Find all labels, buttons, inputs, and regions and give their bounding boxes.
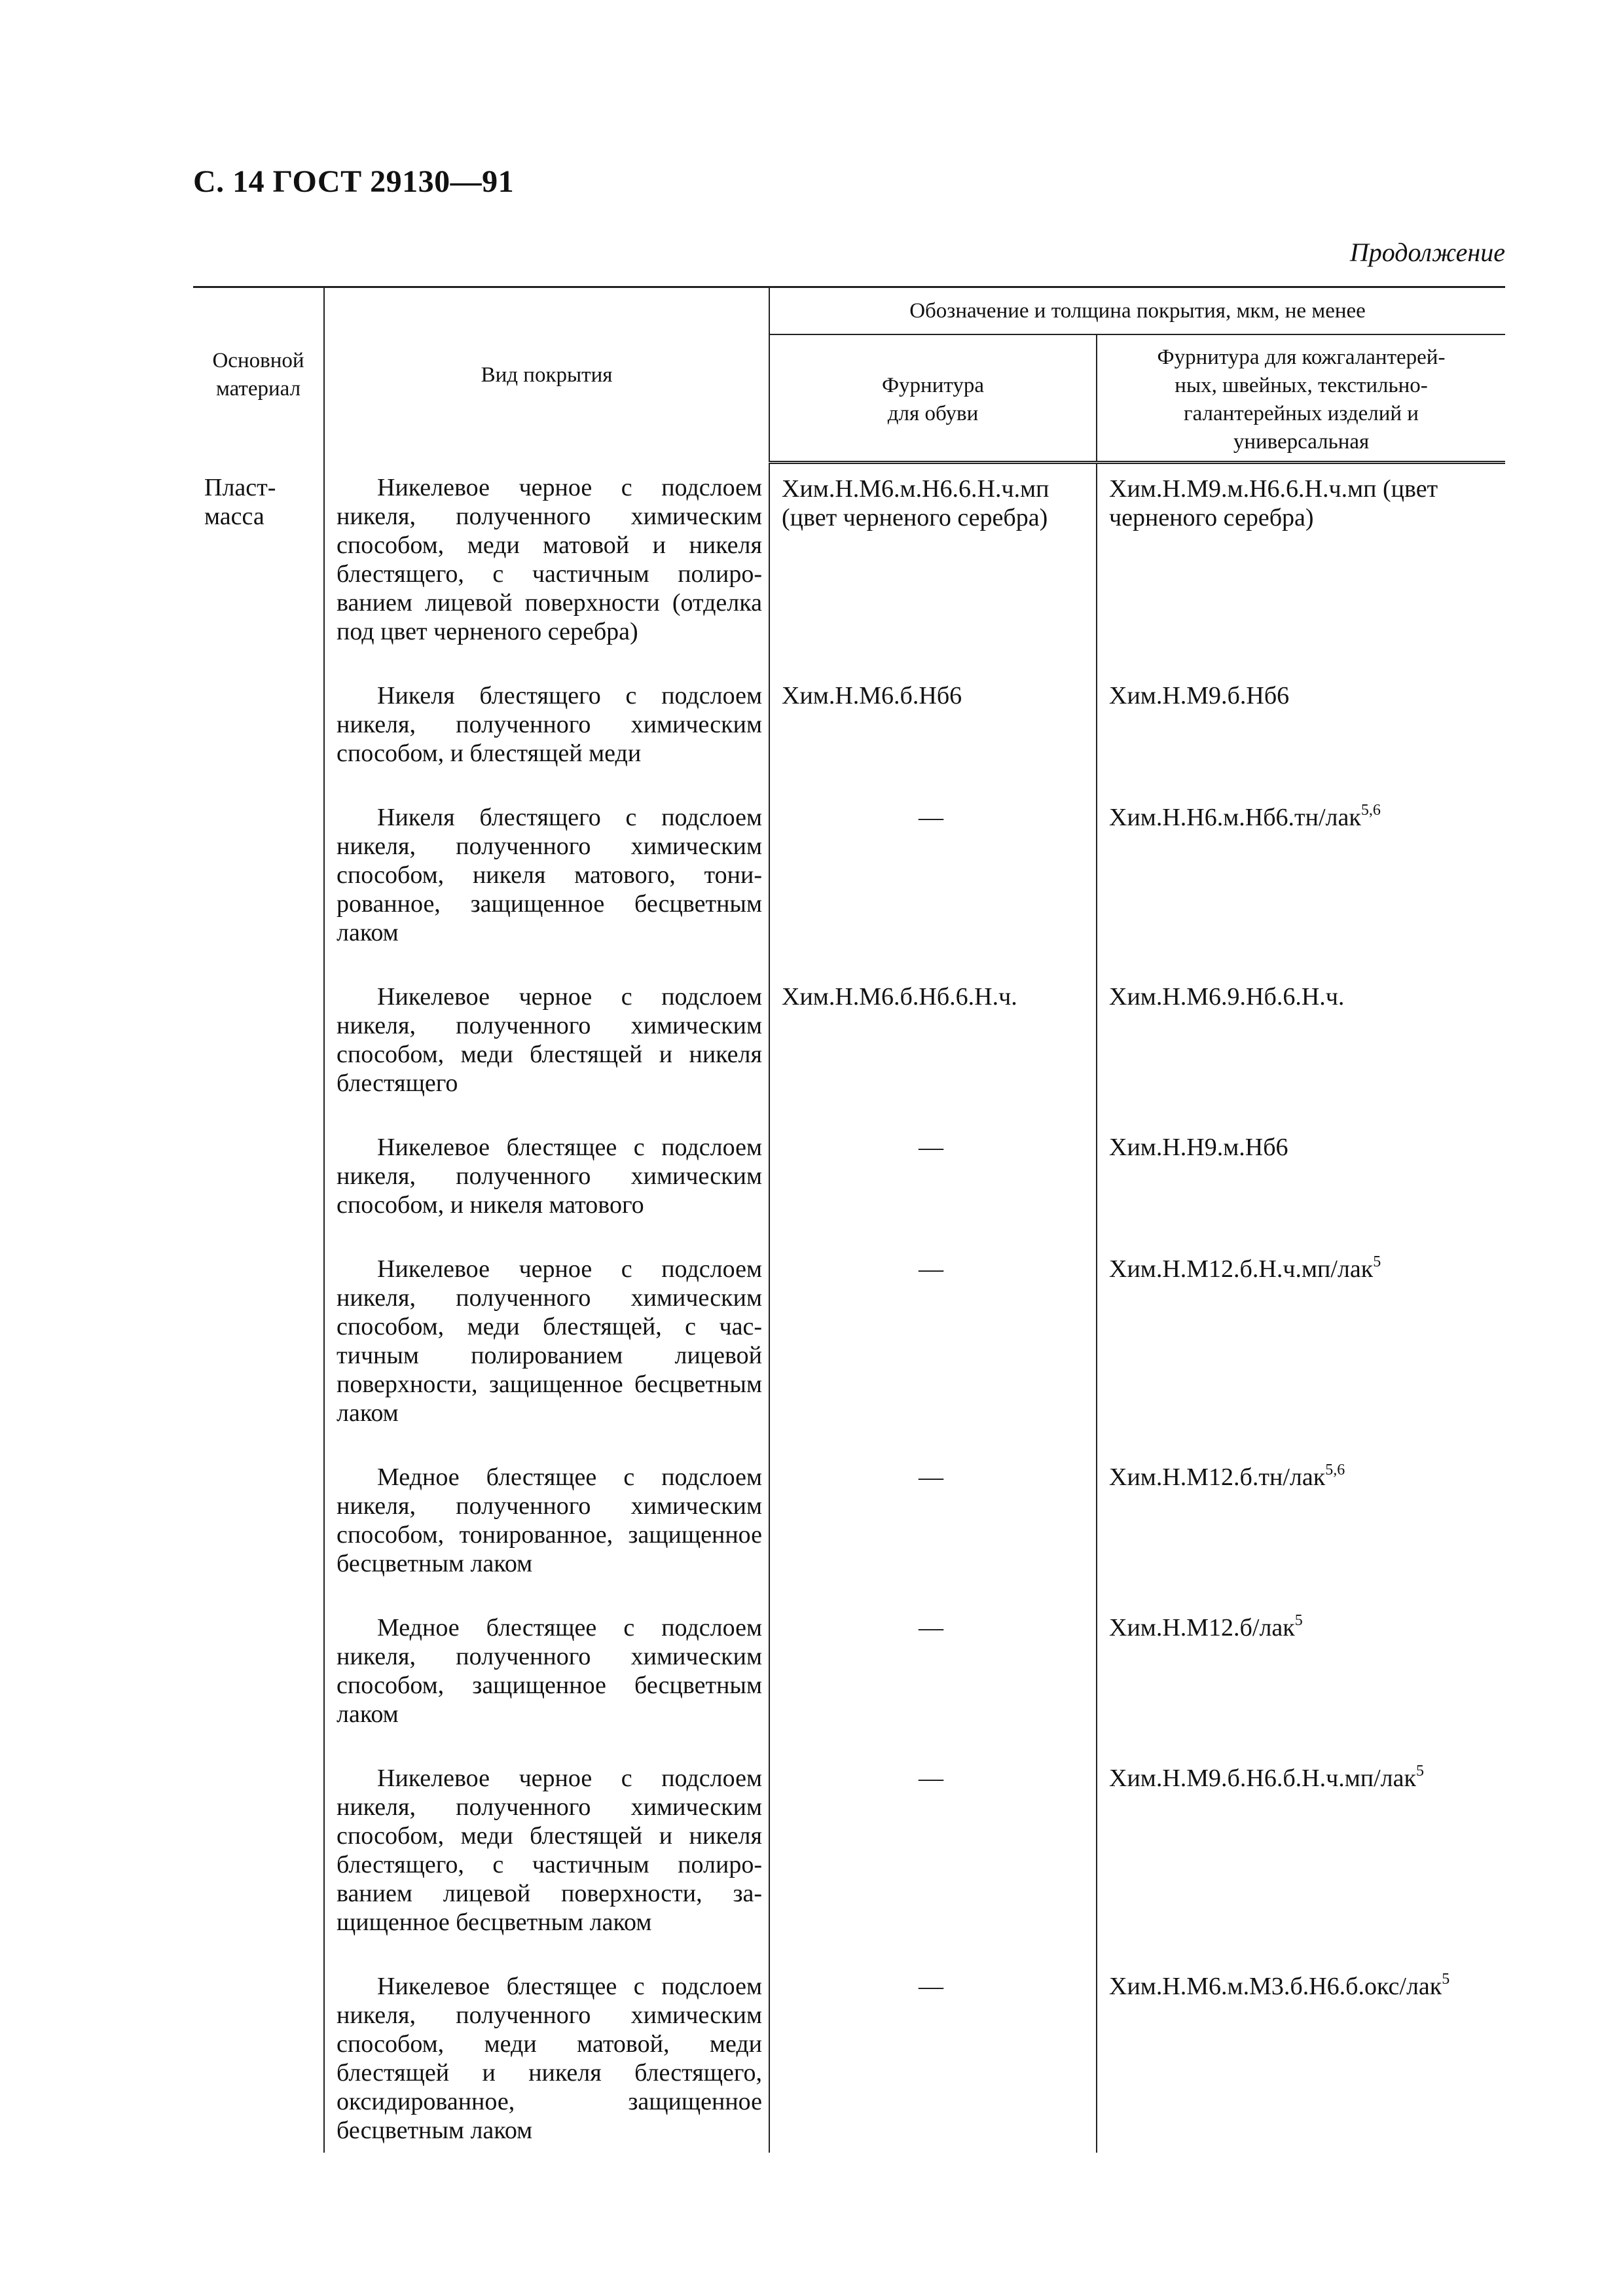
shoe-designation: — [769,1454,1097,1604]
header-universal-fittings-line: универсальная [1233,430,1370,454]
table-row [193,1454,1505,1604]
shoe-designation: — [769,1963,1097,2153]
universal-designation-text: Хим.Н.М6.9.Нб.6.Н.ч. [1109,982,1345,1011]
coating-description: Никелевое черное с подслоем никеля, полученного химическим способом, меди блестящей, с частичным полированием лицевой поверхности, защищенное бесцветным лаком [324,1246,769,1454]
coatings-table [193,286,1505,2153]
universal-designation [1097,973,1505,1124]
footnote-ref: 5 [1442,1970,1450,1988]
page-header: С. 14 ГОСТ 29130—91 [193,164,515,199]
coating-description: Никелевое блестящее с подслоем никеля, полученного химическим способом, и никеля матового [324,1124,769,1246]
footnote-ref: 5 [1294,1611,1303,1629]
table-row [193,973,1505,1124]
header-shoe-fittings-line: для обуви [887,402,979,425]
coating-description: Никелевое черное с подслоем никеля, полученного химическим способом, меди блестящей и никеля блестящего, с частичным полированием лицевой поверхности, защищенное бесцветным лаком [324,1755,769,1963]
table-row [193,1246,1505,1454]
universal-designation [1097,1963,1505,2153]
header-universal-fittings-line: Фурнитура для кожгалантерей- [1157,346,1446,369]
coating-description: Никеля блестящего с подслоем никеля, полученного химическим способом, и блестящей меди [324,672,769,794]
footnote-ref: 5,6 [1360,801,1381,819]
universal-designation-text: Хим.Н.М6.м.М3.б.Н6.б.окс/лак [1109,1972,1442,2000]
table-header [193,287,1505,463]
universal-designation-text: Хим.Н.М12.б/лак [1109,1613,1295,1641]
universal-designation [1097,672,1505,794]
shoe-designation: Хим.Н.М6.б.Нб6 [769,672,1097,794]
universal-designation-text: Хим.Н.Н9.м.Нб6 [1109,1133,1288,1161]
universal-designation [1097,1604,1505,1755]
header-coating-type: Вид покрытия [324,287,769,463]
table-row [193,794,1505,973]
universal-designation-text: Хим.Н.М9.б.Нб6 [1109,681,1290,709]
table-row [193,1124,1505,1246]
continuation-label: Продолжение [1349,238,1505,267]
universal-designation-text: Хим.Н.М9.м.Н6.6.Н.ч.мп (цвет черненого серебра) [1109,475,1438,531]
table-body [193,463,1505,2153]
shoe-designation: — [769,1124,1097,1246]
base-material-line: Пласт- [204,473,276,501]
table-row [193,1963,1505,2153]
universal-designation [1097,1246,1505,1454]
coating-description: Никелевое черное с подслоем никеля, полученного химическим способом, меди матовой и никеля блестящего, с частичным полированием лицевой поверхности (отделка под цвет черненого серебра) [324,463,769,672]
universal-designation-text: Хим.Н.М12.б.тн/лак [1109,1463,1326,1491]
table-row [193,1755,1505,1963]
universal-designation [1097,463,1505,672]
coating-description: Никелевое блестящее с подслоем никеля, полученного химическим способом, меди матовой, меди блестящей и никеля блестящего, оксидированное, защищенное бесцветным лаком [324,1963,769,2153]
header-universal-fittings-line: ных, швейных, текстильно- [1175,374,1428,397]
header-base-material [193,287,324,463]
coating-description: Никелевое черное с подслоем никеля, полученного химическим способом, меди блестящей и никеля блестящего [324,973,769,1124]
shoe-designation: — [769,1604,1097,1755]
footnote-ref: 5 [1415,1762,1424,1780]
universal-designation [1097,1124,1505,1246]
universal-designation [1097,794,1505,973]
table-row [193,463,1505,672]
shoe-designation: — [769,1246,1097,1454]
header-base-material-line: Основной [212,349,304,373]
shoe-designation: — [769,794,1097,973]
header-shoe-fittings [769,334,1097,463]
header-shoe-fittings-line: Фурнитура [881,374,985,397]
coating-description: Никеля блестящего с подслоем никеля, полученного химическим способом, никеля матового, тонированное, защищенное бесцветным лаком [324,794,769,973]
header-universal-fittings [1097,334,1505,463]
footnote-ref: 5 [1373,1253,1381,1270]
header-universal-fittings-line: галантерейных изделий и [1184,402,1419,425]
shoe-designation: Хим.Н.М6.м.Н6.6.Н.ч.мп (цвет черненого серебра) [769,463,1097,672]
universal-designation-text: Хим.Н.Н6.м.Нб6.тн/лак [1109,803,1361,831]
header-base-material-line: материал [215,377,301,401]
coating-description: Медное блестящее с подслоем никеля, полученного химическим способом, защищенное бесцветным лаком [324,1604,769,1755]
base-material-line: масса [204,502,264,530]
table-row [193,1604,1505,1755]
shoe-designation: Хим.Н.М6.б.Нб.6.Н.ч. [769,973,1097,1124]
footnote-ref: 5,6 [1325,1461,1345,1479]
shoe-designation: — [769,1755,1097,1963]
table-row [193,672,1505,794]
header-designation-group: Обозначение и толщина покрытия, мкм, не менее [769,287,1505,335]
universal-designation [1097,1755,1505,1963]
universal-designation [1097,1454,1505,1604]
coating-description: Медное блестящее с подслоем никеля, полученного химическим способом, тонированное, защищенное бесцветным лаком [324,1454,769,1604]
base-material-cell [193,463,324,2153]
universal-designation-text: Хим.Н.М9.б.Н6.б.Н.ч.мп/лак [1109,1764,1416,1792]
universal-designation-text: Хим.Н.М12.б.Н.ч.мп/лак [1109,1255,1374,1283]
